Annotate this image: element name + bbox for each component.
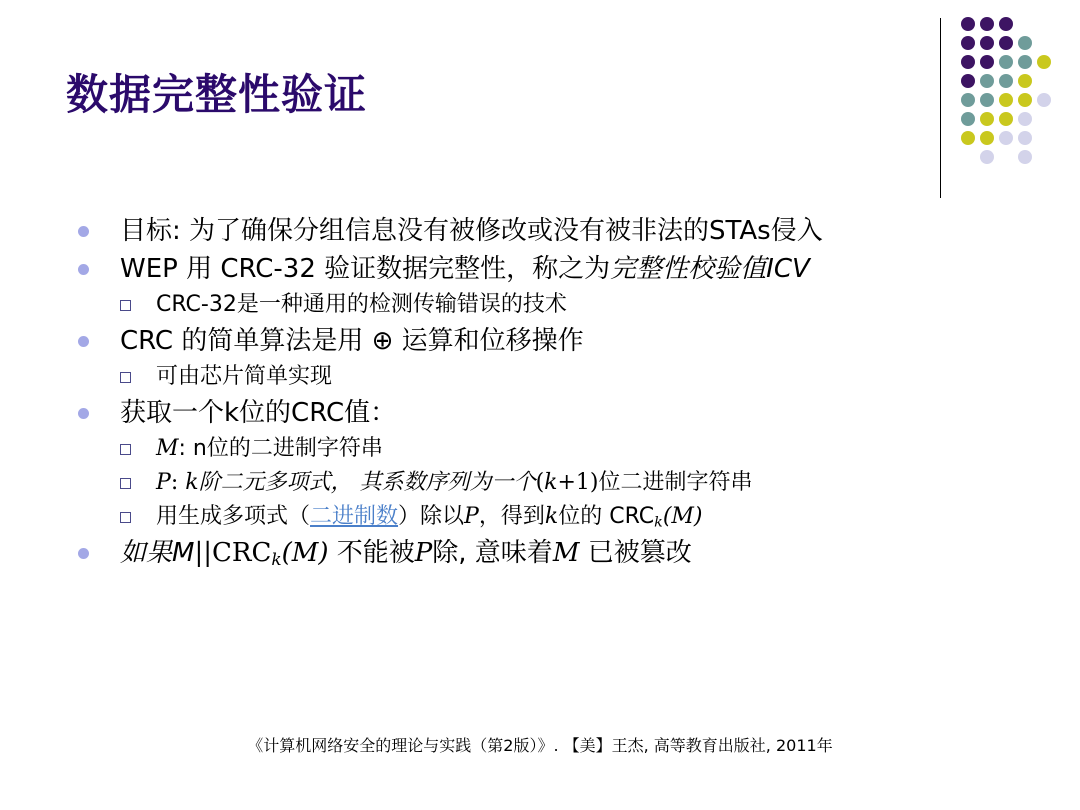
sub-bullet-box (120, 512, 131, 523)
citation-footer: 《计算机网络安全的理论与实践（第2版）》. 【美】王杰, 高等教育出版社, 2011年 (247, 736, 833, 755)
decorative-dot (1018, 55, 1032, 69)
sub-bullet-chip (78, 360, 1038, 394)
decorative-dot (999, 112, 1013, 126)
decorative-dot (980, 131, 994, 145)
sub-bullet-box (120, 300, 131, 311)
decorative-dot (980, 150, 994, 164)
concat-bars: || (194, 538, 212, 568)
var-k: k (185, 470, 199, 495)
decorative-dot (1018, 150, 1032, 164)
var-m: M (552, 538, 580, 568)
var-m-paren: (M) (662, 504, 703, 529)
sub-bullet-box (120, 478, 131, 489)
sub-bullet-text: : n位的二进制字符串 (178, 436, 383, 461)
decorative-dot (999, 36, 1013, 50)
bullet-text-3: 已被篡改 (579, 538, 692, 568)
decorative-dot (1018, 93, 1032, 107)
sub-bullet-text-mid: ）除以 (398, 504, 465, 529)
decorative-dot (980, 93, 994, 107)
sub-bullet-box (120, 372, 131, 383)
bullet-goal (78, 212, 1038, 250)
sub-bullet-m (78, 432, 1038, 466)
var-m-paren: (M) (281, 538, 329, 568)
bullet-dot (78, 336, 89, 347)
decorative-dot (980, 55, 994, 69)
decorative-dot (1037, 55, 1051, 69)
paren-rest: +1) (557, 470, 599, 495)
decorative-dot (980, 17, 994, 31)
sub-bullet-text: 用生成多项式（ (156, 504, 311, 529)
bullet-get-crc (78, 394, 1038, 432)
sub-bullet-italic: 阶二元多项式， 其系数序列为一个 (198, 470, 536, 495)
decorative-dot (961, 74, 975, 88)
bullet-crc-algorithm (78, 322, 1038, 360)
decorative-dot (1037, 93, 1051, 107)
sub-bullet-text: 可由芯片简单实现 (156, 364, 333, 389)
decorative-dot (1018, 36, 1032, 50)
var-p: P (414, 538, 433, 568)
decorative-dot (961, 55, 975, 69)
var-k2: k (544, 470, 558, 495)
crc-text: CRC (211, 538, 272, 568)
sub-bullet-text-mid2: ，得到 (478, 504, 545, 529)
sub-bullet-p: P: k阶二元多项式， 其系数序列为一个(k+1)位二进制字符串 (78, 466, 1038, 500)
bullet-dot (78, 264, 89, 275)
decorative-dot (961, 112, 975, 126)
slide-title: 数据完整性验证 (66, 70, 368, 119)
sub-bullet-text-tail: 位的 CRC (558, 504, 655, 529)
bullet-dot (78, 548, 89, 559)
var-p: P (464, 504, 479, 529)
bullet-wep (78, 250, 1038, 288)
paren-open: ( (535, 470, 545, 495)
sub-bullet-text: 位二进制字符串 (598, 470, 753, 495)
decorative-dot (980, 74, 994, 88)
decorative-dot (999, 93, 1013, 107)
decorative-dot (999, 17, 1013, 31)
sub-bullet-text: CRC-32是一种通用的检测传输错误的技术 (156, 292, 567, 317)
bullet-text: CRC 的简单算法是用 ⊕ 运算和位移操作 (120, 326, 584, 356)
decorative-dot (1018, 131, 1032, 145)
sub-bullet-generator (78, 500, 1038, 534)
binary-number-link[interactable]: 二进制数 (310, 504, 399, 529)
subscript-k: k (271, 549, 282, 570)
decorative-dot (999, 131, 1013, 145)
decorative-dot (1018, 74, 1032, 88)
bullet-text: 不能被 (328, 538, 415, 568)
bullet-text: 目标: 为了确保分组信息没有被修改或没有被非法的STAs侵入 (120, 216, 823, 246)
bullet-dot (78, 226, 89, 237)
bullet-dot (78, 408, 89, 419)
decorative-dot (1018, 112, 1032, 126)
decorative-dot (961, 17, 975, 31)
bullet-text: 获取一个k位的CRC值： (120, 398, 397, 428)
slide-content (78, 212, 1038, 572)
decorative-dot (980, 36, 994, 50)
var-p: P (156, 470, 171, 495)
divider-line (940, 18, 941, 198)
sub-bullet-box (120, 444, 131, 455)
decorative-dot (961, 36, 975, 50)
bullet-tamper (78, 534, 1038, 572)
bullet-italic: 如果M (120, 538, 195, 568)
decorative-dot (980, 112, 994, 126)
decorative-dot (999, 74, 1013, 88)
subscript-k: k (654, 514, 663, 531)
bullet-italic-term: 完整性校验值ICV (610, 254, 810, 284)
bullet-text-2: 除, 意味着 (432, 538, 553, 568)
sub-bullet-crc32 (78, 288, 1038, 322)
var-m: M (156, 436, 179, 461)
decorative-dot (961, 131, 975, 145)
decorative-dot (999, 55, 1013, 69)
bullet-text: WEP 用 CRC-32 验证数据完整性，称之为 (120, 254, 611, 284)
decorative-dot (961, 93, 975, 107)
var-k: k (544, 504, 559, 529)
